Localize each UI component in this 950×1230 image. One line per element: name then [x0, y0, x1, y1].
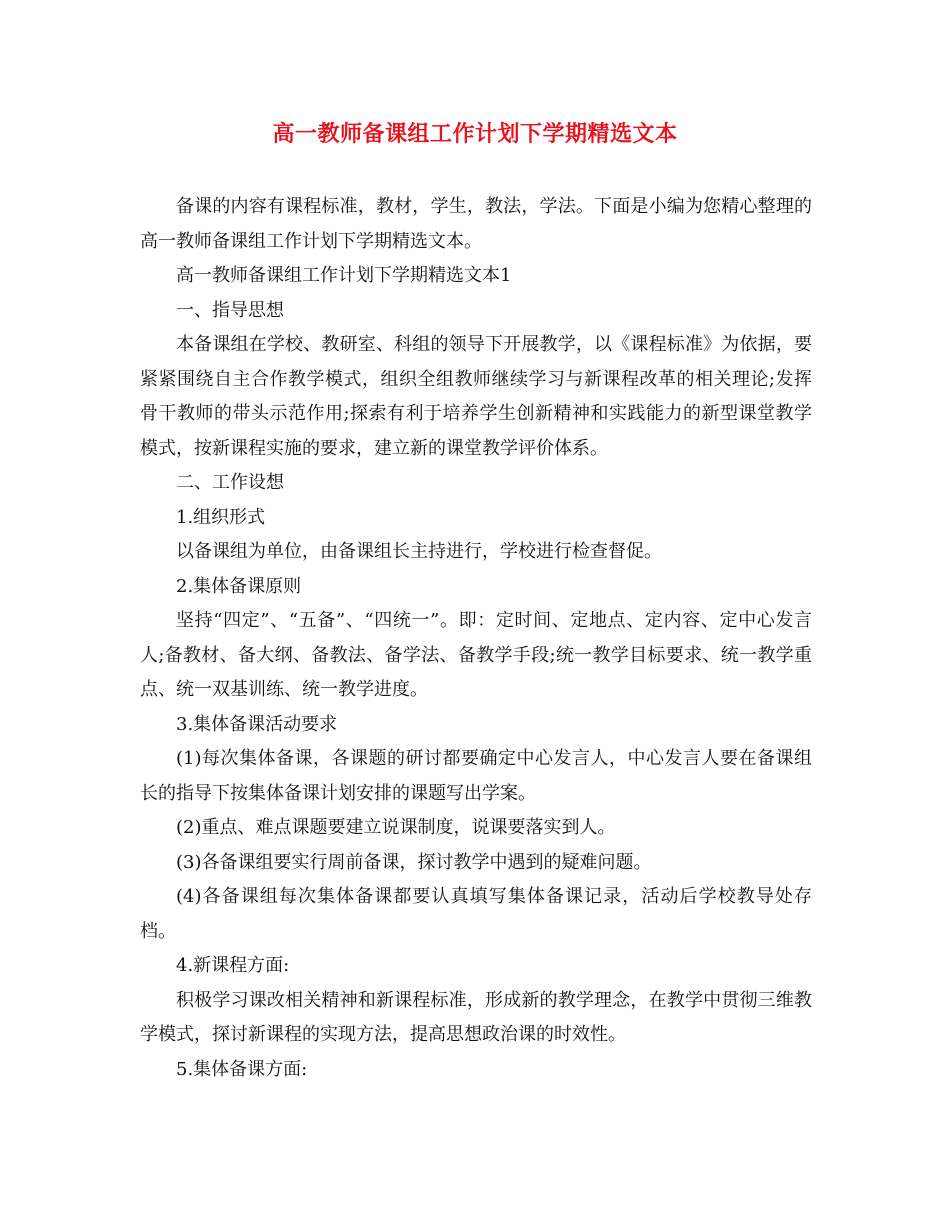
paragraph-new-curriculum: 积极学习课改相关精神和新课程标准，形成新的教学理念，在教学中贯彻三维教学模式，探讨新课程的实现方法，提高思想政治课的时效性。: [140, 989, 812, 1045]
intro-paragraph: 备课的内容有课程标准，教材，学生，教法，学法。下面是小编为您精心整理的高一教师备课组工作计划下学期精选文本。: [140, 196, 812, 252]
heading-work-plan: 二、工作设想: [176, 472, 284, 493]
subheading-organization: 1.组织形式: [176, 506, 266, 528]
document-title: 高一教师备课组工作计划下学期精选文本: [272, 121, 678, 147]
subheading-principles: 2.集体备课原则: [176, 575, 302, 597]
paragraph-guiding-ideology: 本备课组在学校、教研室、科组的领导下开展教学，以《课程标准》为依据，要紧紧围绕自主合作教学模式，组织全组教师继续学习与新课程改革的相关理论;发挥骨干教师的带头示范作用;探索有利于培养学生创新精神和实践能力的新型课堂教学模式，按新课程实施的要求，建立新的课堂教学评价体系。: [140, 334, 812, 459]
subheading-new-curriculum: 4.新课程方面:: [176, 955, 290, 976]
subheading-activity-requirements: 3.集体备课活动要求: [176, 713, 338, 735]
document-body: [140, 190, 812, 1087]
subheading-collective-prep: 5.集体备课方面:: [176, 1058, 308, 1080]
heading-guiding-ideology: 一、指导思想: [176, 299, 284, 321]
list-item-requirement-2: (2)重点、难点课题要建立说课制度，说课要落实到人。: [176, 817, 616, 838]
list-item-requirement-1: (1)每次集体备课，各课题的研讨都要确定中心发言人，中心发言人要在备课组长的指导下按集体备课计划安排的课题写出学案。: [140, 748, 812, 804]
paragraph-organization: 以备课组为单位，由备课组长主持进行，学校进行检查督促。: [176, 541, 662, 562]
paragraph-principles: 坚持“四定”、“五备”、“四统一”。即：定时间、定地点、定内容、定中心发言人;备教材、备大纲、备教法、备学法、备教学手段;统一教学目标要求、统一教学重点、统一双基训练、统一教学进度。: [140, 610, 813, 700]
section-heading-text-1: 高一教师备课组工作计划下学期精选文本1: [176, 265, 512, 286]
list-item-requirement-3: (3)各备课组要实行周前备课，探讨教学中遇到的疑难问题。: [176, 851, 652, 873]
list-item-requirement-4: (4)各备课组每次集体备课都要认真填写集体备课记录，活动后学校教导处存档。: [140, 886, 812, 942]
